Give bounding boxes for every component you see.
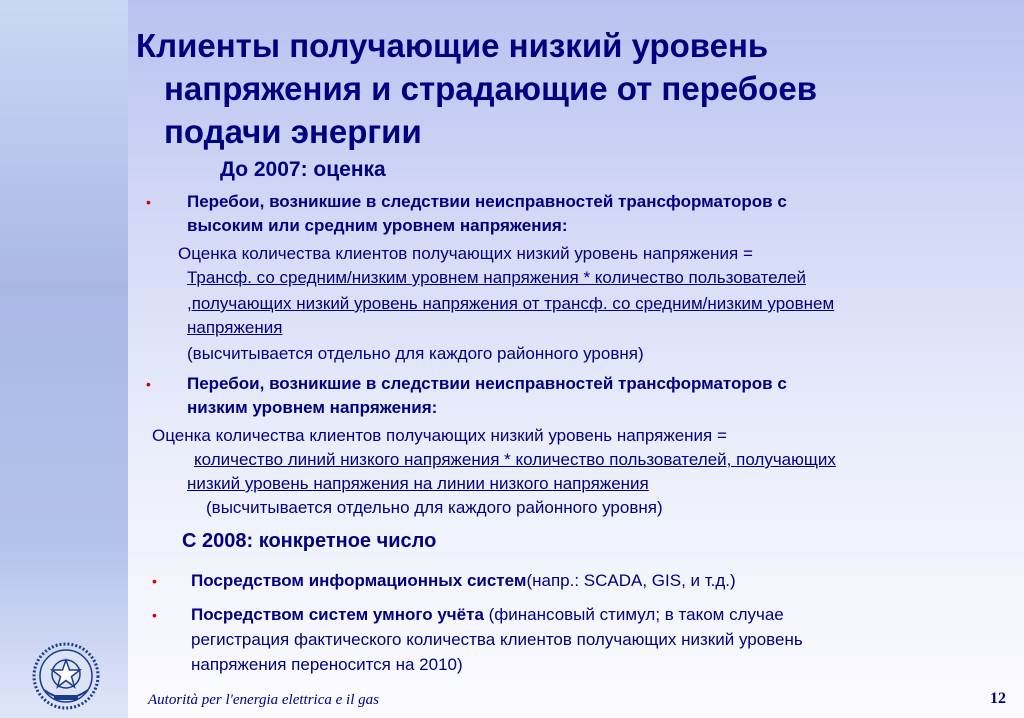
bullet4-rest: (финансовый стимул; в таком случае (483, 605, 784, 624)
bullet-marker: • (152, 573, 157, 589)
formula1-note: (высчитывается отдельно для каждого районного уровня) (187, 344, 644, 363)
bullet1-line-1: Перебои, возникшие в следствии неисправностей трансформаторов с (187, 192, 787, 211)
formula1-line-2: Трансф. со средним/низким уровнем напряжения * количество пользователей (187, 268, 806, 287)
formula2-line-3: низкий уровень напряжения на линии низкого напряжения (187, 474, 649, 493)
slide-title (136, 24, 1006, 153)
bullet4-bold: Посредством систем умного учёта (191, 605, 484, 624)
bullet4-line-1 (191, 605, 784, 625)
bullet2-line-1: Перебои, возникшие в следствии неисправностей трансформаторов с (187, 374, 787, 393)
bullet3-bold: Посредством информационных систем (191, 571, 527, 590)
formula1-line-4: напряжения (187, 318, 283, 337)
bullet4-line-2: регистрация фактического количества клиентов получающих низкий уровень (191, 630, 803, 649)
bullet-marker: • (146, 194, 151, 210)
footer-organization: Autorità per l'energia elettrica e il gas (148, 692, 379, 708)
formula2-line-2: количество линий низкого напряжения * количество пользователей, получающих (194, 450, 836, 469)
formula2-note: (высчитывается отдельно для каждого районного уровня) (206, 498, 663, 517)
section-heading-2007: До 2007: оценка (220, 158, 386, 181)
bullet-marker: • (146, 376, 151, 392)
bullet1-line-2: высоким или средним уровнем напряжения: (187, 216, 568, 235)
title-line-2: напряжения и страдающие от перебоев (164, 70, 817, 107)
bullet4-line-3: напряжения переносится на 2010) (191, 655, 463, 674)
left-decorative-band (0, 0, 128, 718)
page-number: 12 (990, 690, 1006, 707)
bullet3-line (191, 571, 736, 591)
bullet2-line-2: низким уровнем напряжения: (187, 398, 438, 417)
formula1-line-3: ,получающих низкий уровень напряжения от трансф. со средним/низким уровнем (187, 294, 835, 313)
italian-republic-emblem-icon (30, 640, 102, 712)
title-line-1: Клиенты получающие низкий уровень (136, 27, 769, 64)
bullet-marker: • (152, 607, 157, 623)
title-line-3: подачи энергии (164, 113, 422, 150)
bullet3-rest: (напр.: SCADA, GIS, и т.д.) (526, 571, 736, 590)
section-heading-2008: С 2008: конкретное число (182, 530, 437, 552)
formula2-line-1: Оценка количества клиентов получающих низкий уровень напряжения = (152, 426, 727, 445)
formula1-line-1: Оценка количества клиентов получающих низкий уровень напряжения = (178, 244, 753, 263)
